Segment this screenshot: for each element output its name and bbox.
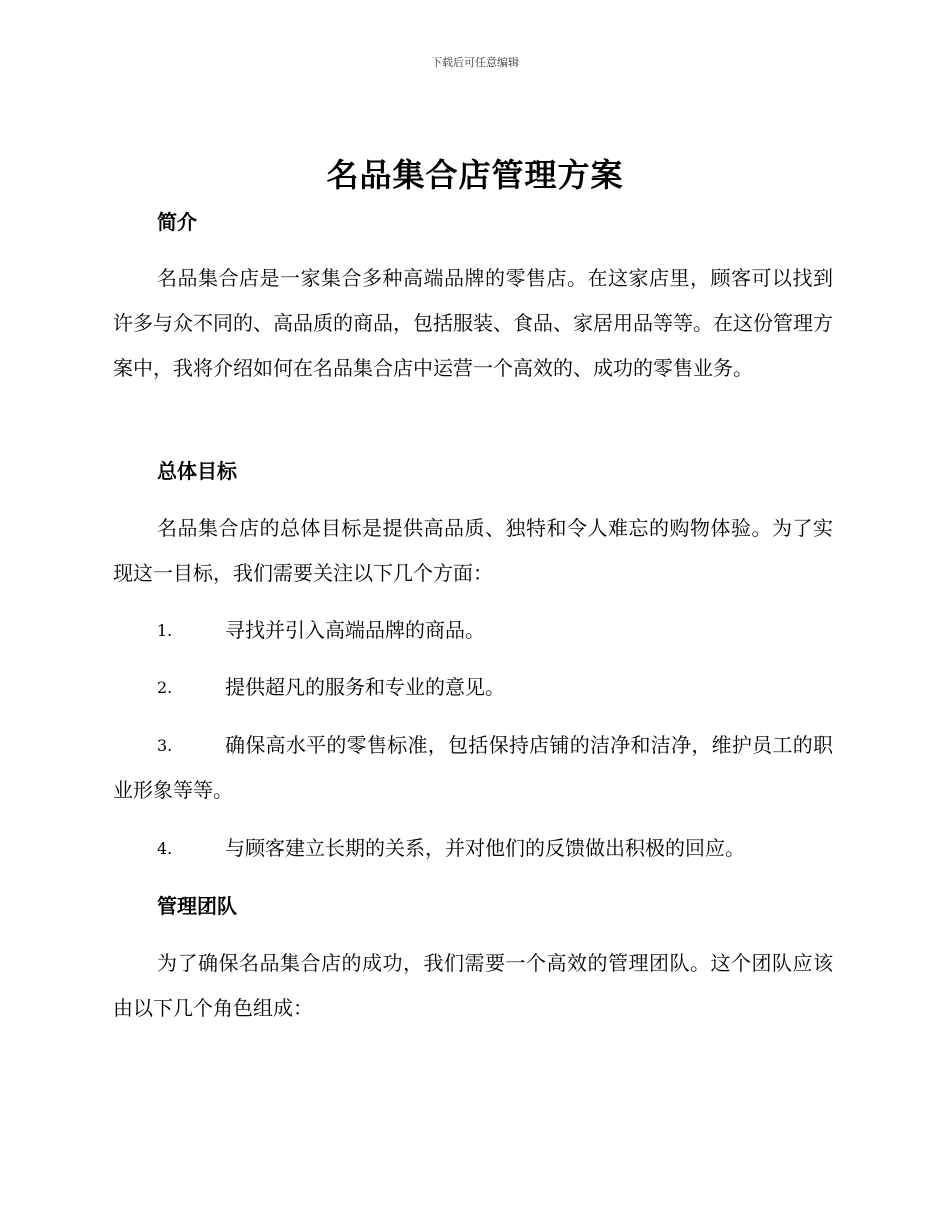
list-text: 与顾客建立长期的关系，并对他们的反馈做出积极的回应。 xyxy=(225,836,745,860)
list-item xyxy=(113,665,833,710)
header-note: 下载后可任意编辑 xyxy=(431,56,519,69)
document-title: 名品集合店管理方案 xyxy=(326,156,624,194)
section-heading-goals: 总体目标 xyxy=(157,459,237,483)
list-number: 4. xyxy=(157,839,173,858)
list-text: 确保高水平的零售标准，包括保持店铺的洁净和洁净，维护员工的职业形象等等。 xyxy=(113,733,833,802)
list-number: 2. xyxy=(157,678,173,697)
list-item xyxy=(113,826,833,871)
paragraph-intro: 名品集合店是一家集合多种高端品牌的零售店。在这家店里，顾客可以找到许多与众不同的、高品质的商品，包括服装、食品、家居用品等等。在这份管理方案中，我将介绍如何在名品集合店中运营一个高效的、成功的零售业务。 xyxy=(113,266,833,380)
section-heading-intro: 简介 xyxy=(157,210,197,234)
list-item xyxy=(113,723,833,813)
list-item xyxy=(113,608,833,653)
list-number: 3. xyxy=(157,736,173,755)
paragraph-goals: 名品集合店的总体目标是提供高品质、独特和令人难忘的购物体验。为了实现这一目标，我们需要关注以下几个方面： xyxy=(113,516,833,585)
list-text: 寻找并引入高端品牌的商品。 xyxy=(225,618,485,642)
list-number: 1. xyxy=(157,621,173,640)
list-text: 提供超凡的服务和专业的意见。 xyxy=(225,675,505,699)
section-heading-team: 管理团队 xyxy=(157,894,237,918)
paragraph-team: 为了确保名品集合店的成功，我们需要一个高效的管理团队。这个团队应该由以下几个角色组成： xyxy=(113,951,833,1020)
